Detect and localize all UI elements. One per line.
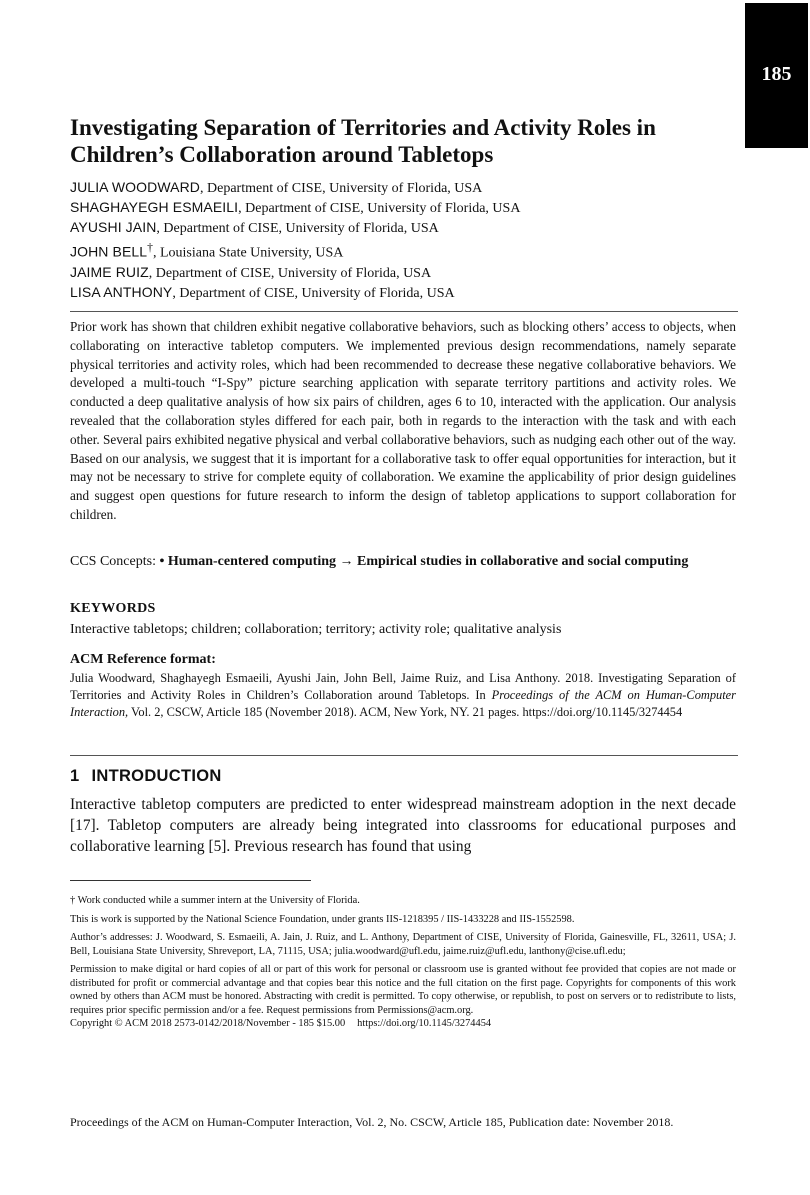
author-affiliation: Department of CISE, University of Florida, USA <box>163 221 439 236</box>
copyright-line <box>70 1017 736 1031</box>
footnote-intern: † Work conducted while a summer intern at the University of Florida. <box>70 895 360 906</box>
acm-reference-text <box>70 670 736 721</box>
author-name: JOHN BELL <box>70 243 148 260</box>
abstract-bottom-rule <box>70 755 738 756</box>
keywords-heading: KEYWORDS <box>70 601 156 616</box>
footnotes <box>70 894 736 1036</box>
section-heading-introduction <box>70 767 222 786</box>
ccs-concepts <box>70 552 736 572</box>
author-entry: JULIA WOODWARD, Department of CISE, University of Florida, USA <box>70 179 483 196</box>
introduction-paragraph: Interactive tabletop computers are predicted to enter widespread mainstream adoption in the next decade [17]. Tabletop computers are already being integrated into classrooms for educational purposes and collaborative learning [5]. Previous research has found that using <box>70 796 736 855</box>
author-affiliation: Louisiana State University, USA <box>159 245 344 261</box>
page-number: 185 <box>761 63 792 85</box>
footnote-permissions: Permission to make digital or hard copies of all or part of this work for personal or classroom use is granted without fee provided that copies are not made or distributed for profit or commercial advantage and that copies bear this notice and the full citation on the first page. Copyrights for components of this work owned by others than ACM must be honored. Abstracting with credit is permitted. To copy otherwise, or republish, to post on servers or to redistribute to lists, requires prior specific permission and/or a fee. Request permissions from Permissions@acm.org. <box>70 964 736 1016</box>
author-entry: AYUSHI JAIN, Department of CISE, University of Florida, USA <box>70 219 439 236</box>
author-list <box>70 178 730 303</box>
paper-title: Investigating Separation of Territories and Activity Roles in Children’s Collaboration around Tabletops <box>70 115 656 167</box>
keywords-text: Interactive tabletops; children; collaboration; territory; activity role; qualitative analysis <box>70 622 562 637</box>
author-name: JULIA WOODWARD <box>70 179 200 195</box>
acm-reference-citation: Julia Woodward, Shaghayegh Esmaeili, Ayushi Jain, John Bell, Jaime Ruiz, and Lisa Anthony. 2018. Investigating Separation of Territories and Activity Roles in Children’s Collaboration around Tabletops. In <box>70 671 736 702</box>
ccs-concepts-text: • Human-centered computing → Empirical studies in collaborative and social computing <box>159 554 689 569</box>
author-affiliation: Department of CISE, University of Florida, USA <box>179 285 455 301</box>
author-name: JAIME RUIZ <box>70 263 149 280</box>
section-number: 1 <box>70 767 80 785</box>
page-footer: Proceedings of the ACM on Human-Computer Interaction, Vol. 2, No. CSCW, Article 185, Publication date: November 2018. <box>70 1115 674 1129</box>
abstract-top-rule <box>70 311 738 312</box>
copyright-text: Copyright © ACM 2018 2573-0142/2018/November - 185 $15.00 <box>70 1018 346 1029</box>
abstract: Prior work has shown that children exhibit negative collaborative behaviors, such as blocking others’ access to objects, when collaborating on interactive tabletop computers. We implemented previous design recommendations, namely separate physical territories and activity roles, which had been recommended to decrease these negative collaborative behaviors. We developed a multi-touch “I-Spy” picture searching application with separate territory partitions and activity roles. We conducted a deep qualitative analysis of how six pairs of children, ages 6 to 10, interacted with the application. Our analysis revealed that the collaboration styles differed for each pair, both in regards to the interaction with the task and with each other. Several pairs exhibited negative physical and verbal collaborative behaviors, such as nudging each other out of the way. Based on our analysis, we suggest that it is important for a collaborative task to offer equal opportunities for interaction, but it may not be necessary to strive for complete equity of collaboration. We examine the applicability of prior design guidelines and suggest open questions for future research to inform the design of tabletop applications to support collaboration for children. <box>70 319 736 522</box>
author-name: AYUSHI JAIN <box>70 219 157 235</box>
footnote-addresses: Author’s addresses: J. Woodward, S. Esmaeili, A. Jain, J. Ruiz, and L. Anthony, Department of CISE, University of Florida, Gainesville, FL, 32611, USA; J. Bell, Louisiana State University, Shreveport, LA, 71115, USA; julia.woodward@ufl.edu, jaime.ruiz@ufl.edu, lanthony@cise.ufl.edu; <box>70 932 736 957</box>
footnote-mark: † <box>147 241 153 254</box>
author-entry: LISA ANTHONY, Department of CISE, University of Florida, USA <box>70 283 455 301</box>
acm-reference-venue: Proceedings of the ACM on Human-Computer Interaction, <box>70 688 736 719</box>
acm-reference-details: Vol. 2, CSCW, Article 185 (November 2018). ACM, New York, NY. 21 pages. https://doi.org/10.1145/3274454 <box>128 705 683 719</box>
author-entry: SHAGHAYEGH ESMAEILI, Department of CISE, University of Florida, USA <box>70 199 521 216</box>
footnote-funding: This is work is supported by the National Science Foundation, under grants IIS-1218395 / IIS-1433228 and IIS-1552598. <box>70 913 575 925</box>
section-title: INTRODUCTION <box>91 767 222 785</box>
author-entry: JOHN BELL†, Louisiana State University, USA <box>70 241 344 261</box>
acm-reference-heading: ACM Reference format: <box>70 652 216 667</box>
copyright-doi: https://doi.org/10.1145/3274454 <box>357 1018 492 1029</box>
ccs-label: CCS Concepts: <box>70 554 156 569</box>
author-name: LISA ANTHONY <box>70 283 173 300</box>
author-name: SHAGHAYEGH ESMAEILI <box>70 199 239 215</box>
author-affiliation: Department of CISE, University of Florida, USA <box>207 181 483 196</box>
author-entry: JAIME RUIZ, Department of CISE, University of Florida, USA <box>70 263 432 281</box>
footnote-rule <box>70 880 311 881</box>
author-affiliation: Department of CISE, University of Florida, USA <box>245 201 521 216</box>
author-affiliation: Department of CISE, University of Florida, USA <box>155 265 432 281</box>
